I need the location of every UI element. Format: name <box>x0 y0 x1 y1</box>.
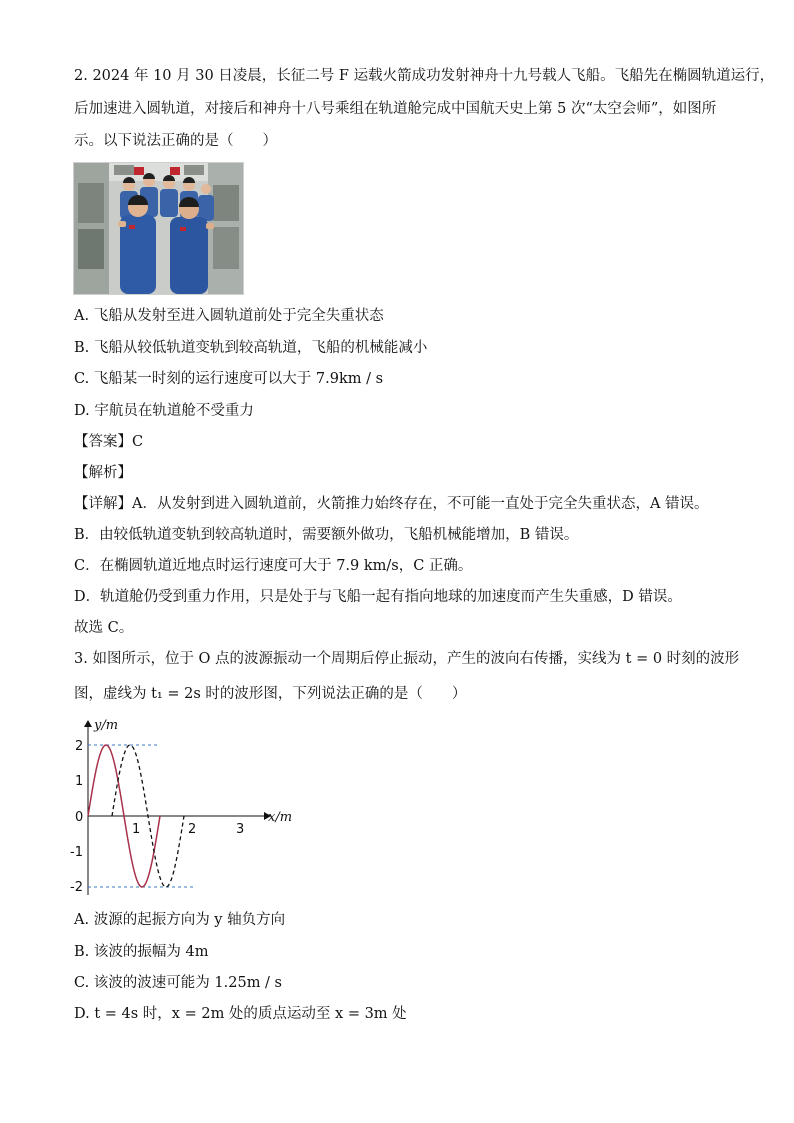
y-tick-neg2: -2 <box>70 880 83 895</box>
y-tick-1: 1 <box>75 774 84 789</box>
q2-option-a: A. 飞船从发射至进入圆轨道前处于完全失重状态 <box>74 308 384 324</box>
q3-option-b: B. 该波的振幅为 4m <box>74 944 209 960</box>
q2-option-c: C. 飞船某一时刻的运行速度可以大于 7.9km / s <box>74 371 384 387</box>
q2-analysis-line-1: 【详解】A．从发射到进入圆轨道前，火箭推力始终存在，不可能一直处于完全失重状态，A 错误。 <box>74 496 709 512</box>
q2-stem-line-2: 后加速进入圆轨道，对接后和神舟十八号乘组在轨道舱完成中国航天史上第 5 次“太空会师”，如图所 <box>74 101 717 117</box>
q2-analysis-title: 【解析】 <box>74 465 132 481</box>
q3-option-a: A. 波源的起振方向为 y 轴负方向 <box>74 912 286 928</box>
q2-stem-line-3: 示。以下说法正确的是（ ） <box>74 133 277 149</box>
y-tick-2: 2 <box>75 739 84 754</box>
q2-analysis-line-2: B．由较低轨道变轨到较高轨道时，需要额外做功，飞船机械能增加，B 错误。 <box>74 527 579 543</box>
x-tick-1: 1 <box>132 822 141 837</box>
q2-answer: 【答案】C <box>74 434 144 450</box>
wave-graph <box>70 713 300 903</box>
x-tick-3: 3 <box>236 822 245 837</box>
q2-analysis-line-5: 故选 C。 <box>74 620 134 636</box>
astronauts-photo <box>73 162 244 295</box>
x-tick-2: 2 <box>188 822 197 837</box>
y-tick-neg1: -1 <box>70 845 83 860</box>
y-axis-label: y/m <box>94 718 119 733</box>
q3-stem-line-2: 图，虚线为 t₁ = 2s 时的波形图，下列说法正确的是（ ） <box>74 686 467 702</box>
q3-option-c: C. 该波的波速可能为 1.25m / s <box>74 975 282 991</box>
x-axis-label: x/m <box>268 810 293 825</box>
q2-stem-line-1: 2. 2024 年 10 月 30 日凌晨，长征二号 F 运载火箭成功发射神舟十九号载人飞船。飞船先在椭圆轨道运行， <box>74 68 775 84</box>
q2-option-d: D. 宇航员在轨道舱不受重力 <box>74 403 254 419</box>
q2-analysis-line-3: C．在椭圆轨道近地点时运行速度可大于 7.9 km/s，C 正确。 <box>74 558 473 574</box>
q2-option-b: B. 飞船从较低轨道变轨到较高轨道，飞船的机械能减小 <box>74 340 428 356</box>
y-tick-0: 0 <box>75 810 84 825</box>
q2-analysis-line-4: D．轨道舱仍受到重力作用，只是处于与飞船一起有指向地球的加速度而产生失重感，D 错误。 <box>74 589 682 605</box>
q3-option-d: D. t = 4s 时，x = 2m 处的质点运动至 x = 3m 处 <box>74 1006 407 1022</box>
q3-stem-line-1: 3. 如图所示，位于 O 点的波源振动一个周期后停止振动，产生的波向右传播，实线为 t = 0 时刻的波形 <box>74 651 740 667</box>
